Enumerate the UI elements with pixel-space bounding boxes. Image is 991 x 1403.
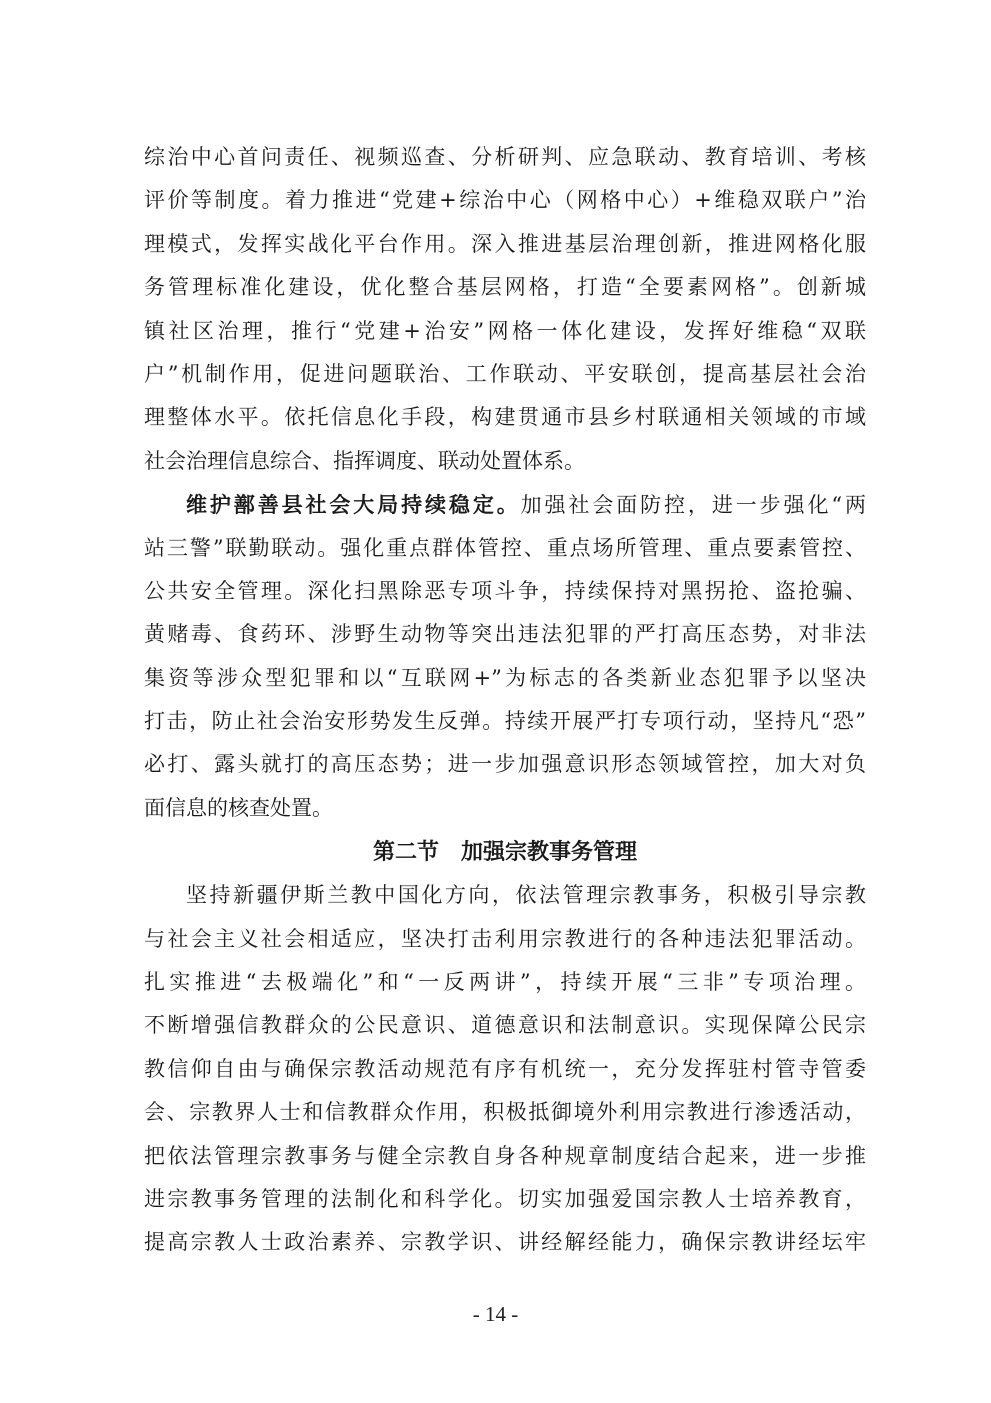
text-line: 进宗教事务管理的法制化和科学化。切实加强爱国宗教人士培养教育，	[144, 1186, 866, 1211]
text-line: 理模式，发挥实战化平台作用。深入推进基层治理创新，推进网格化服	[144, 231, 866, 256]
text-line: 面信息的核查处置。	[144, 795, 333, 820]
text-line: 教信仰自由与确保宗教活动规范有序有机统一，充分发挥驻村管寺管委	[144, 1056, 866, 1081]
page-number: - 14 -	[472, 1302, 519, 1326]
text-line: 坚持新疆伊斯兰教中国化方向，依法管理宗教事务，积极引导宗教	[186, 883, 866, 908]
paragraph	[144, 136, 866, 483]
bold-lead-in: 维护鄯善县社会大局持续稳定。	[186, 492, 521, 518]
text-line: 评价等制度。着力推进“党建+综治中心（网格中心）+维稳双联户”治	[144, 188, 866, 213]
text-line: 把依法管理宗教事务与健全宗教自身各种规章制度结合起来，进一步推	[144, 1143, 866, 1168]
text-line: 站三警”联勤联动。强化重点群体管控、重点场所管理、重点要素管控、	[144, 535, 866, 560]
text-line: 集资等涉众型犯罪和以“互联网+”为标志的各类新业态犯罪予以坚决	[144, 665, 866, 690]
text-line: 务管理标准化建设，优化整合基层网格，打造“全要素网格”。创新城	[144, 275, 866, 300]
text-line: 会、宗教界人士和信教群众作用，积极抵御境外利用宗教进行渗透活动，	[144, 1100, 866, 1125]
text-line: 理整体水平。依托信息化手段，构建贯通市县乡村联通相关领域的市域	[144, 405, 866, 430]
text-line: 综治中心首问责任、视频巡查、分析研判、应急联动、教育培训、考核	[144, 145, 866, 169]
text-line: 镇社区治理，推行“党建+治安”网格一体化建设，发挥好维稳“双联	[144, 318, 866, 343]
text-line: 不断增强信教群众的公民意识、道德意识和法制意识。实现保障公民宗	[144, 1013, 866, 1038]
text-line	[144, 483, 866, 526]
paragraph	[144, 483, 866, 830]
text-line: 户”机制作用，促进问题联治、工作联动、平安联创，提高基层社会治	[144, 361, 866, 386]
text-line: 黄赌毒、食药环、涉野生动物等突出违法犯罪的严打高压态势，对非法	[144, 622, 866, 647]
text-line: 扎实推进“去极端化”和“一反两讲”，持续开展“三非”专项治理。	[144, 970, 866, 995]
section-heading: 第二节 加强宗教事务管理	[372, 839, 637, 866]
paragraph	[144, 874, 866, 1265]
text-line: 社会治理信息综合、指挥调度、联动处置体系。	[144, 448, 585, 473]
text-line: 提高宗教人士政治素养、宗教学识、讲经解经能力，确保宗教讲经坛牢	[144, 1230, 866, 1255]
text-line: 与社会主义社会相适应，坚决打击利用宗教进行的各种违法犯罪活动。	[144, 926, 866, 951]
text-line: 必打、露头就打的高压态势；进一步加强意识形态领域管控，加大对负	[144, 752, 866, 777]
text-run: 加强社会面防控，进一步强化“两	[520, 493, 866, 518]
text-line: 公共安全管理。深化扫黑除恶专项斗争，持续保持对黑拐抢、盗抢骗、	[144, 578, 866, 603]
body-text	[144, 136, 866, 1265]
text-line: 打击，防止社会治安形势发生反弹。持续开展严打专项行动，坚持凡“恐”	[144, 709, 866, 734]
